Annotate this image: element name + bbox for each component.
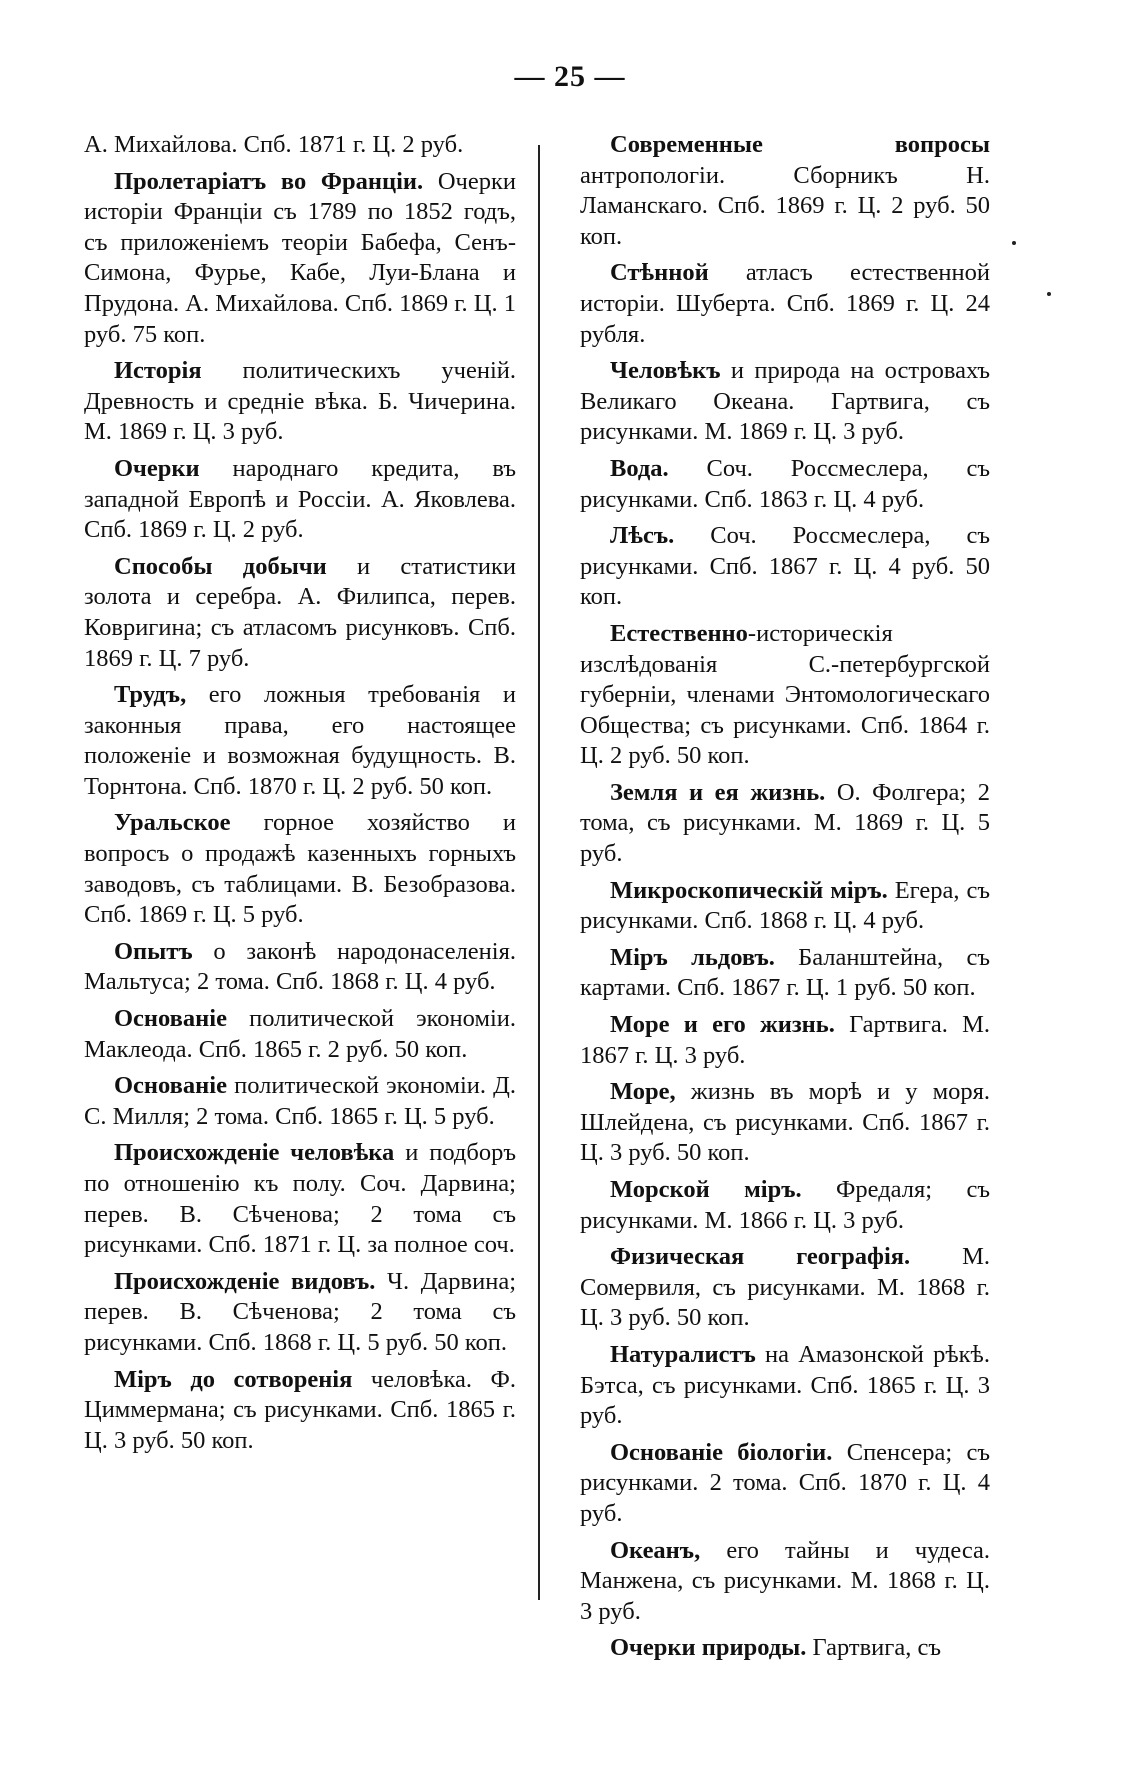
entry-description: и статистики золота и серебра. А. Филипса, перев. Ковригина; съ атласомъ рисунковъ. Спб. 1869 г. Ц. 7 руб. [84,552,516,672]
entry-title: Физическая географія. [610,1243,911,1271]
entry-description: Гартвига. М. 1867 г. Ц. 3 руб. [580,1011,990,1069]
catalog-entry [580,356,990,448]
catalog-entry [84,1071,516,1132]
entry-description: -историческія изслѣдованія С.-петербургской губерніи, членами Энтомологическаго Общества; съ рисунками. Спб. 1864 г. Ц. 2 руб. 50 коп. [580,619,990,770]
left-column [84,130,516,1462]
page-number: — 25 — [514,60,626,93]
entry-description: жизнь въ морѣ и у моря. Шлейдена, съ рисунками. Спб. 1867 г. Ц. 3 руб. 50 коп. [580,1078,990,1167]
entry-description: его ложныя требованія и законныя права, его настоящее положеніе и возможная будущность. В. Торнтона. Спб. 1870 г. Ц. 2 руб. 50 коп. [84,681,516,800]
entry-description: и природа на островахъ Великаго Океана. Гартвига, съ рисунками. М. 1869 г. Ц. 3 руб. [580,357,990,446]
entry-description: о законѣ народонаселенія. Мальтуса; 2 тома. Спб. 1868 г. Ц. 4 руб. [84,937,516,996]
entry-description: горное хозяйство и вопросъ о продажѣ казенныхъ горныхъ заводовъ, съ таблицами. В. Безобразова. Спб. 1869 г. Ц. 5 руб. [84,809,516,929]
entry-title: Современные вопросы [610,131,990,158]
catalog-entry [580,130,990,252]
catalog-entry [580,1077,990,1169]
catalog-entry [580,943,990,1004]
catalog-entry [580,1175,990,1236]
catalog-entry [580,1340,990,1432]
entry-description: Очерки исторіи Франціи съ 1789 по 1852 годъ, съ приложеніемъ теоріи Бабефа, Сенъ-Симона, Фурье, Кабе, Луи-Блана и Прудона. А. Михайлова. Спб. 1869 г. Ц. 1 руб. 75 коп. [84,167,516,348]
entry-title: Микроскопическій міръ. [610,876,888,904]
right-column [580,130,990,1670]
column-divider [538,145,540,1600]
entry-title: Происхожденіе человѣка [114,1139,395,1167]
catalog-entry [84,1138,516,1260]
entry-description: А. Михайлова. Спб. 1871 г. Ц. 2 руб. [84,131,464,158]
entry-title: Земля и ея жизнь. [610,778,826,806]
entry-title: Очерки [114,454,200,482]
catalog-entry [580,454,990,515]
entry-title: Міръ до сотворенія [114,1365,353,1393]
catalog-entry [84,454,516,546]
entry-description: О. Фолгера; 2 тома, съ рисунками. М. 1869 г. Ц. 5 руб. [580,778,990,868]
entry-description: Егера, съ рисунками. Спб. 1868 г. Ц. 4 руб. [580,876,990,935]
entry-title: Уральское [114,809,231,837]
entry-title: Морской міръ. [610,1176,802,1203]
entry-title: Основаніе [114,1072,227,1100]
entry-description: человѣка. Ф. Циммермана; съ рисунками. Спб. 1865 г. Ц. 3 руб. 50 коп. [84,1365,516,1454]
catalog-entry [580,778,990,870]
catalog-entry [84,167,516,351]
entry-description: на Амазонской рѣкѣ. Бэтса, съ рисунками. Спб. 1865 г. Ц. 3 руб. [580,1340,990,1430]
entry-title: Стѣнной [610,259,709,287]
entry-title: Трудъ, [114,681,187,709]
entry-title: Опытъ [114,937,193,965]
entry-title: Пролетаріатъ во Франціи. [114,167,424,195]
entry-title: Море, [610,1078,676,1106]
entry-description: антропологіи. Сборникъ Н. Ламанскаго. Спб. 1869 г. Ц. 2 руб. 50 коп. [580,161,990,250]
entry-description: Соч. Россмеслера, съ рисунками. Спб. 1863 г. Ц. 4 руб. [580,454,990,513]
entry-title: Способы добычи [114,552,327,580]
catalog-entry [580,1536,990,1628]
catalog-entry [84,808,516,930]
entry-description: политическихъ ученій. Древность и средніе вѣка. Б. Чичерина. М. 1869 г. Ц. 3 руб. [84,357,516,446]
entry-title: Исторія [114,357,202,385]
catalog-entry [580,619,990,772]
entry-description: политической экономіи. Д. С. Милля; 2 тома. Спб. 1865 г. Ц. 5 руб. [84,1072,516,1130]
catalog-entry [84,680,516,802]
entry-title: Основаніе [114,1005,227,1033]
catalog-entry [580,876,990,937]
entry-description: Баланштейна, съ картами. Спб. 1867 г. Ц. 1 руб. 50 коп. [580,943,990,1002]
catalog-entry [84,552,516,674]
catalog-entry [580,1633,990,1664]
entry-title: Океанъ, [610,1536,701,1564]
entry-title: Міръ льдовъ. [610,943,775,971]
catalog-entry [580,521,990,613]
entry-title: Основаніе біологіи. [610,1438,833,1466]
entry-description: Соч. Россмеслера, съ рисунками. Спб. 1867 г. Ц. 4 руб. 50 коп. [580,522,990,611]
entry-description: М. Сомервиля, съ рисунками. М. 1868 г. Ц. 3 руб. 50 коп. [580,1243,990,1332]
entry-title: Происхожденіе видовъ. [114,1267,376,1295]
entry-description: Спенсера; съ рисунками. 2 тома. Спб. 1870 г. Ц. 4 руб. [580,1438,990,1527]
entry-title: Очерки природы. [610,1634,807,1662]
entry-description: народнаго кредита, въ западной Европѣ и Россіи. А. Яковлева. Спб. 1869 г. Ц. 2 руб. [84,454,516,544]
entry-description: Фредаля; съ рисунками. М. 1866 г. Ц. 3 руб. [580,1176,990,1234]
ink-speck [1047,292,1051,296]
entry-title: Человѣкъ [610,357,721,385]
entry-title: Лѣсъ. [610,522,675,550]
catalog-entry [84,356,516,448]
entry-title: Натуралистъ [610,1340,756,1368]
catalog-entry [84,937,516,998]
entry-description: Ч. Дарвина; перев. В. Сѣченова; 2 тома съ рисунками. Спб. 1868 г. Ц. 5 руб. 50 коп. [84,1267,516,1356]
entry-description: его тайны и чудеса. Манжена, съ рисунками. М. 1868 г. Ц. 3 руб. [580,1536,990,1625]
entry-title: Море и его жизнь. [610,1011,835,1039]
entry-title: Вода. [610,454,669,482]
catalog-entry [580,1010,990,1071]
ink-speck [1012,241,1016,245]
entry-description: атласъ естественной исторіи. Шуберта. Спб. 1869 г. Ц. 24 рубля. [580,259,990,348]
entry-title: Естественно [610,619,748,647]
catalog-entry [580,1438,990,1530]
entry-description: политической экономіи. Маклеода. Спб. 1865 г. 2 руб. 50 коп. [84,1005,516,1063]
catalog-entry [84,1004,516,1065]
entry-description: и подборъ по отношенію къ полу. Соч. Дарвина; перев. В. Сѣченова; 2 тома съ рисунками. Спб. 1871 г. Ц. за полное соч. [84,1139,516,1259]
catalog-entry [580,1242,990,1334]
entry-description: Гартвига, съ [806,1634,942,1662]
catalog-entry [84,1365,516,1457]
catalog-entry [84,130,516,161]
catalog-entry [84,1267,516,1359]
catalog-entry [580,258,990,350]
